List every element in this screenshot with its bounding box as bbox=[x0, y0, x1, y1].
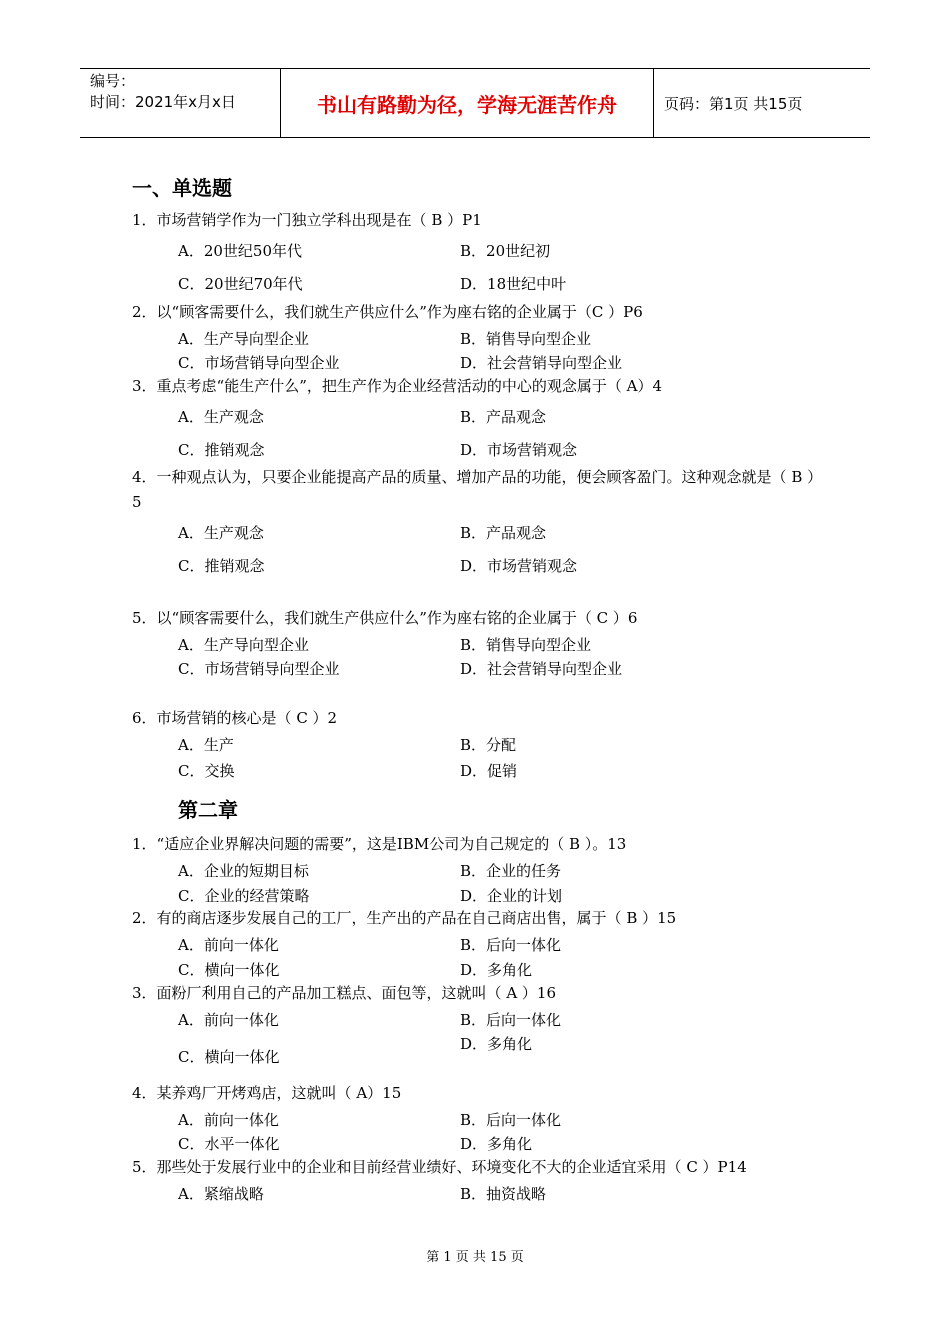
question-text: 4．某养鸡厂开烤鸡店，这就叫（ A）15 bbox=[132, 1084, 402, 1102]
option-b: B．后向一体化 bbox=[460, 1011, 562, 1029]
option-d: D．社会营销导向型企业 bbox=[460, 660, 623, 678]
header-left-cell bbox=[80, 69, 281, 137]
option-a: A．生产导向型企业 bbox=[178, 636, 309, 654]
option-d: D．多角化 bbox=[460, 1135, 533, 1153]
question-text: 4．一种观点认为，只要企业能提高产品的质量、增加产品的功能，便会顾客盈门。这种观念就是（ B ）5 bbox=[132, 468, 815, 511]
page-header bbox=[80, 68, 870, 138]
motto: 书山有路勤为径，学海无涯苦作舟 bbox=[281, 69, 654, 137]
option-d: D．市场营销观念 bbox=[460, 557, 578, 575]
option-d: D．多角化 bbox=[460, 1035, 533, 1053]
option-c: C．水平一体化 bbox=[178, 1135, 280, 1153]
question-text: 3．面粉厂利用自己的产品加工糕点、面包等，这就叫（ A ）16 bbox=[132, 984, 557, 1002]
option-c: C．横向一体化 bbox=[178, 1048, 280, 1066]
question-text: 5．那些处于发展行业中的企业和目前经营业绩好、环境变化不大的企业适宜采用（ C ）P14 bbox=[132, 1158, 747, 1176]
option-c: C．交换 bbox=[178, 762, 235, 780]
option-b: B．抽资战略 bbox=[460, 1185, 547, 1203]
section-title-chapter-two: 第二章 bbox=[178, 798, 238, 822]
option-a: A．生产 bbox=[178, 736, 234, 754]
option-d: D．市场营销观念 bbox=[460, 441, 578, 459]
option-a: A．企业的短期目标 bbox=[178, 862, 309, 880]
option-a: A．前向一体化 bbox=[178, 1111, 279, 1129]
option-c: C．横向一体化 bbox=[178, 961, 280, 979]
time-label: 时间：2021年x月x日 bbox=[90, 93, 236, 111]
question-text: 1．“适应企业界解决问题的需要”，这是IBM公司为自己规定的（ B ）。13 bbox=[132, 835, 627, 853]
question-text: 1．市场营销学作为一门独立学科出现是在（ B ）P1 bbox=[132, 211, 482, 229]
option-d: D．促销 bbox=[460, 762, 518, 780]
option-a: A．生产观念 bbox=[178, 524, 264, 542]
question-text: 2．有的商店逐步发展自己的工厂，生产出的产品在自己商店出售，属于（ B ）15 bbox=[132, 909, 677, 927]
option-d: D．企业的计划 bbox=[460, 887, 563, 905]
option-b: B．产品观念 bbox=[460, 408, 547, 426]
option-b: B．企业的任务 bbox=[460, 862, 562, 880]
option-c: C．推销观念 bbox=[178, 557, 265, 575]
option-b: B．分配 bbox=[460, 736, 517, 754]
option-c: C．20世纪70年代 bbox=[178, 275, 303, 293]
question-text: 3．重点考虑“能生产什么”，把生产作为企业经营活动的中心的观念属于（ A）4 bbox=[132, 377, 663, 395]
section-title-single-choice: 一、单选题 bbox=[132, 176, 232, 200]
code-label: 编号： bbox=[90, 72, 136, 90]
option-c: C．市场营销导向型企业 bbox=[178, 354, 340, 372]
option-b: B．后向一体化 bbox=[460, 1111, 562, 1129]
option-c: C．市场营销导向型企业 bbox=[178, 660, 340, 678]
option-b: B．后向一体化 bbox=[460, 936, 562, 954]
option-c: C．推销观念 bbox=[178, 441, 265, 459]
option-a: A．紧缩战略 bbox=[178, 1185, 264, 1203]
question-text: 2．以“顾客需要什么，我们就生产供应什么”作为座右铭的企业属于（C ）P6 bbox=[132, 303, 643, 321]
option-b: B．销售导向型企业 bbox=[460, 636, 592, 654]
option-d: D．18世纪中叶 bbox=[460, 275, 567, 293]
question-text: 5．以“顾客需要什么，我们就生产供应什么”作为座右铭的企业属于（ C ）6 bbox=[132, 609, 638, 627]
option-a: A．20世纪50年代 bbox=[178, 242, 303, 260]
option-b: B．20世纪初 bbox=[460, 242, 551, 260]
option-b: B．产品观念 bbox=[460, 524, 547, 542]
option-b: B．销售导向型企业 bbox=[460, 330, 592, 348]
option-a: A．生产观念 bbox=[178, 408, 264, 426]
option-d: D．多角化 bbox=[460, 961, 533, 979]
option-a: A．前向一体化 bbox=[178, 936, 279, 954]
question-text: 6．市场营销的核心是（ C ）2 bbox=[132, 709, 338, 727]
option-a: A．前向一体化 bbox=[178, 1011, 279, 1029]
option-a: A．生产导向型企业 bbox=[178, 330, 309, 348]
option-c: C．企业的经营策略 bbox=[178, 887, 310, 905]
page-footer: 第 1 页 共 15 页 bbox=[426, 1250, 524, 1265]
page-label: 页码：第1页 共15页 bbox=[664, 94, 803, 113]
option-d: D．社会营销导向型企业 bbox=[460, 354, 623, 372]
